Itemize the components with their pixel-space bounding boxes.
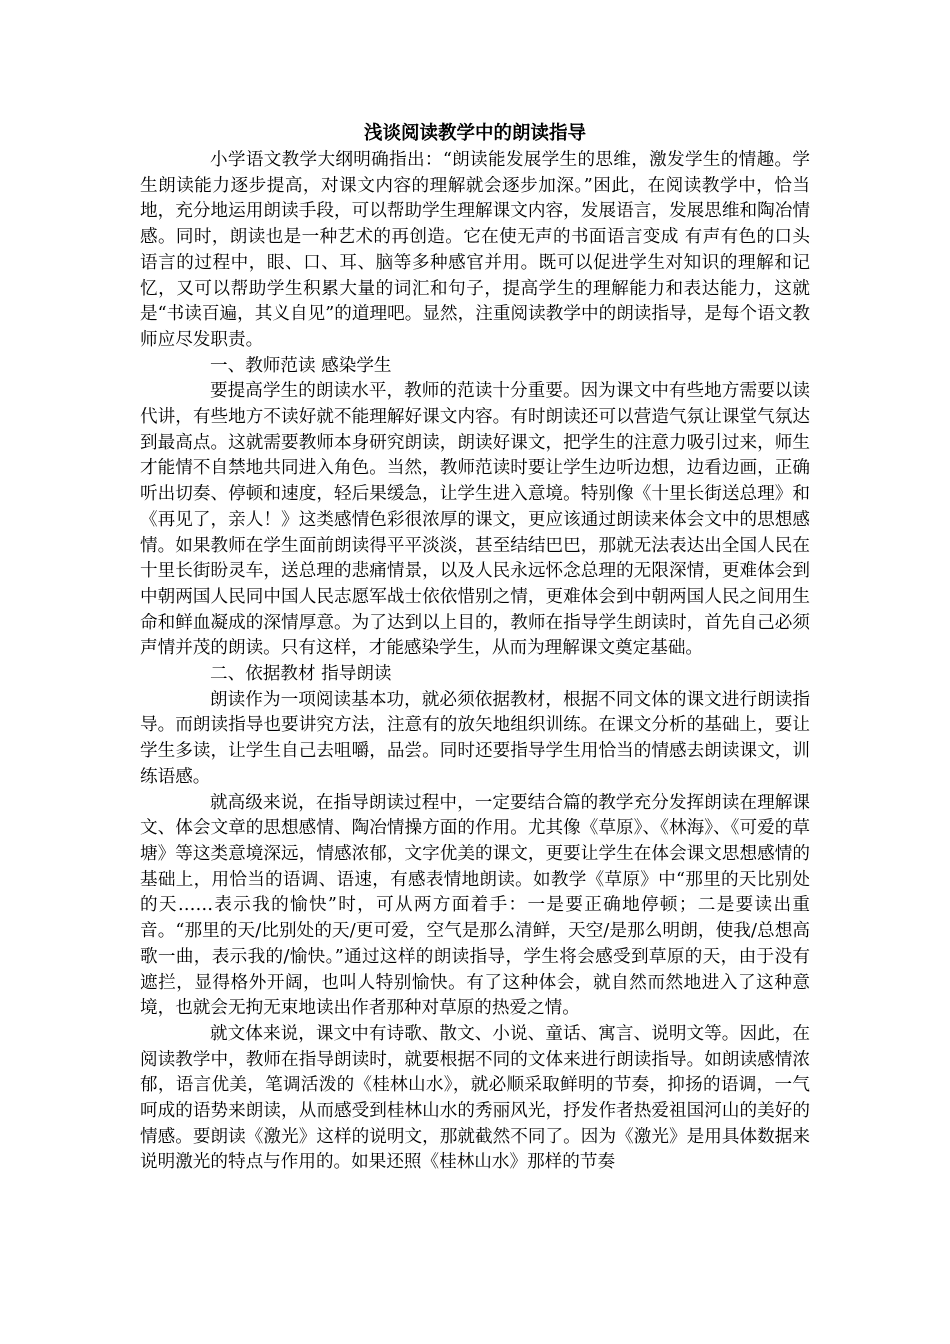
- paragraph-teacher-reading: 要提高学生的朗读水平，教师的范读十分重要。因为课文中有些地方需要以读代讲，有些地方不读好就不能理解好课文内容。有时朗读还可以营造气氛让课堂气氛达到最高点。这就需要教师本身研究朗读，朗读好课文，把学生的注意力吸引过来，师生才能情不自禁地共同进入角色。当然，教师范读时要让学生边听边想，边看边画，正确听出切奏、停顿和速度，轻后果缓急，让学生进入意境。特别像《十里长街送总理》和《再见了，亲人！》这类感情色彩很浓厚的课文，更应该通过朗读来体会文中的思想感情。如果教师在学生面前朗读得平平淡淡，甚至结结巴巴，那就无法表达出全国人民在十里长街盼灵车，送总理的悲痛情景，以及人民永远怀念总理的无限深情，更难体会到中朝两国人民同中国人民志愿军战士依依惜别之情，更难体会到中朝两国人民之间用生命和鲜血凝成的深情厚意。为了达到以上目的，教师在指导学生朗读时，首先自己必须声情并茂的朗读。只有这样，才能感染学生，从而为理解课文奠定基础。: [140, 381, 810, 659]
- document-page: [140, 120, 810, 1176]
- document-title: 浅谈阅读教学中的朗读指导: [363, 123, 586, 144]
- paragraph-genre: 就文体来说，课文中有诗歌、散文、小说、童话、寓言、说明文等。因此，在阅读教学中，教师在指导朗读时，就要根据不同的文体来进行朗读指导。如朗读感情浓郁，语言优美，笔调活泼的《桂林山水》，就必顺采取鲜明的节奏，抑扬的语调，一气呵成的语势来朗读，从而感受到桂林山水的秀丽风光，抒发作者热爱祖国河山的美好的情感。要朗读《激光》这样的说明文，那就截然不同了。因为《激光》是用具体数据来说明激光的特点与作用的。如果还照《桂林山水》那样的节奏: [140, 1023, 810, 1173]
- paragraph-intro: 小学语文教学大纲明确指出：“朗读能发展学生的思维，激发学生的情趣。学生朗读能力逐步提高，对课文内容的理解就会逐步加深。”困此，在阅读教学中，恰当地，充分地运用朗读手段，可以帮助学生理解课文内容，发展语言，发展思维和陶冶情感。同时，朗读也是一种艺术的再创造。它在使无声的书面语言变成 有声有色的口头语言的过程中，眼、口、耳、脑等多种感官并用。既可以促进学生对知识的理解和记忆，又可以帮助学生积累大量的词汇和句子，提高学生的理解能力和表达能力，这就是“书读百遍，其义自见”的道理吧。显然，注重阅读教学中的朗读指导，是每个语文教师应尽发职责。: [140, 150, 810, 350]
- section-heading-1: 一、教师范读 感染学生: [210, 355, 392, 376]
- paragraph-senior-grade: 就高级来说，在指导朗读过程中，一定要结合篇的教学充分发挥朗读在理解课文、体会文章的思想感情、陶冶情操方面的作用。尤其像《草原》、《林海》、《可爱的草塘》等这类意境深远，情感浓郁，文字优美的课文，更要让学生在体会课文思想感情的基础上，用恰当的语调、语速，有感表情地朗读。如教学《草原》中“那里的天比别处的天……表示我的愉快”时，可从两方面着手：一是要正确地停顿；二是要读出重音。“那里的天/比别处的天/更可爱，空气是那么清鲜，天空/是那么明朗，使我/总想高歌一曲，表示我的/愉快。”通过这样的朗读指导，学生将会感受到草原的天，由于没有遮拦，显得格外开阔，也叫人特别愉快。有了这种体会，就自然而然地进入了这种意境，也就会无拘无束地读出作者那种对草原的热爱之情。: [140, 792, 810, 1019]
- section-heading-2: 二、依据教材 指导朗读: [210, 664, 392, 685]
- paragraph-textbook-guidance: 朗读作为一项阅读基本功，就必须依据教材，根据不同文体的课文进行朗读指导。而朗读指导也要讲究方法，注意有的放矢地组织训练。在课文分析的基础上，要让学生多读，让学生自己去咀嚼，品尝。同时还要指导学生用恰当的情感去朗读课文，训练语感。: [140, 689, 810, 787]
